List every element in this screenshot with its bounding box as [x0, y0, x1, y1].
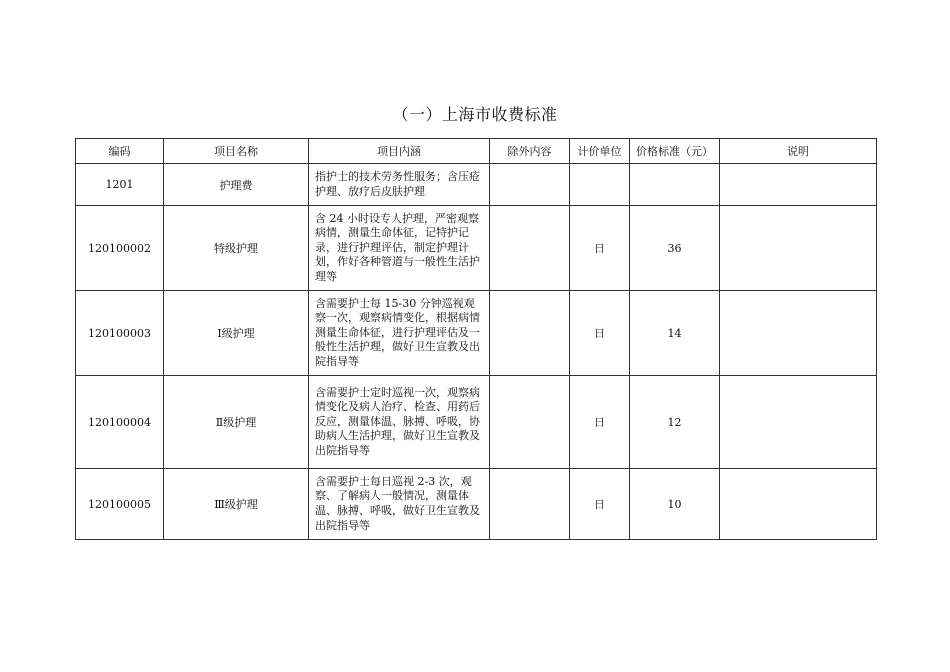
table-header-row [76, 139, 877, 164]
cell-excluded [490, 206, 570, 291]
cell-unit: 日 [570, 469, 630, 540]
cell-note [720, 376, 877, 469]
header-price: 价格标准（元） [630, 139, 720, 164]
fee-standard-table [75, 138, 877, 540]
header-content: 项目内涵 [309, 139, 490, 164]
cell-code: 120100002 [76, 206, 164, 291]
table-row [76, 376, 877, 469]
cell-excluded [490, 376, 570, 469]
cell-unit: 日 [570, 291, 630, 376]
cell-name: 特级护理 [164, 206, 309, 291]
cell-code: 120100005 [76, 469, 164, 540]
cell-excluded [490, 164, 570, 206]
cell-price: 10 [630, 469, 720, 540]
cell-content: 含需要护士定时巡视一次，观察病情变化及病人治疗、检查、用药后反应，测量体温、脉搏、呼吸，协助病人生活护理，做好卫生宣教及出院指导等 [309, 376, 490, 469]
cell-content: 指护士的技术劳务性服务；含压疮护理、放疗后皮肤护理 [309, 164, 490, 206]
cell-content: 含需要护士每日巡视 2-3 次，观察、了解病人一般情况，测量体温、脉搏、呼吸，做好卫生宣教及出院指导等 [309, 469, 490, 540]
cell-unit [570, 164, 630, 206]
cell-note [720, 291, 877, 376]
cell-price [630, 164, 720, 206]
cell-code: 120100003 [76, 291, 164, 376]
header-excluded: 除外内容 [490, 139, 570, 164]
cell-content: 含需要护士每 15-30 分钟巡视观察一次，观察病情变化，根据病情测量生命体征，进行护理评估及一般性生活护理，做好卫生宣教及出院指导等 [309, 291, 490, 376]
table-row [76, 469, 877, 540]
table-row [76, 291, 877, 376]
header-note: 说明 [720, 139, 877, 164]
header-unit: 计价单位 [570, 139, 630, 164]
table-row [76, 206, 877, 291]
header-code: 编码 [76, 139, 164, 164]
header-name: 项目名称 [164, 139, 309, 164]
page-title: （一）上海市收费标准 [392, 105, 558, 124]
cell-excluded [490, 469, 570, 540]
cell-price: 36 [630, 206, 720, 291]
cell-unit: 日 [570, 206, 630, 291]
cell-code: 120100004 [76, 376, 164, 469]
cell-excluded [490, 291, 570, 376]
cell-price: 14 [630, 291, 720, 376]
cell-code: 1201 [76, 164, 164, 206]
cell-unit: 日 [570, 376, 630, 469]
cell-price: 12 [630, 376, 720, 469]
cell-name: 护理费 [164, 164, 309, 206]
cell-name: Ⅰ级护理 [164, 291, 309, 376]
table-row [76, 164, 877, 206]
cell-note [720, 206, 877, 291]
cell-name: Ⅱ级护理 [164, 376, 309, 469]
cell-name: Ⅲ级护理 [164, 469, 309, 540]
cell-content: 含 24 小时设专人护理，严密观察病情，测量生命体征，记特护记录，进行护理评估，制定护理计划，作好各种管道与一般性生活护理等 [309, 206, 490, 291]
cell-note [720, 164, 877, 206]
cell-note [720, 469, 877, 540]
